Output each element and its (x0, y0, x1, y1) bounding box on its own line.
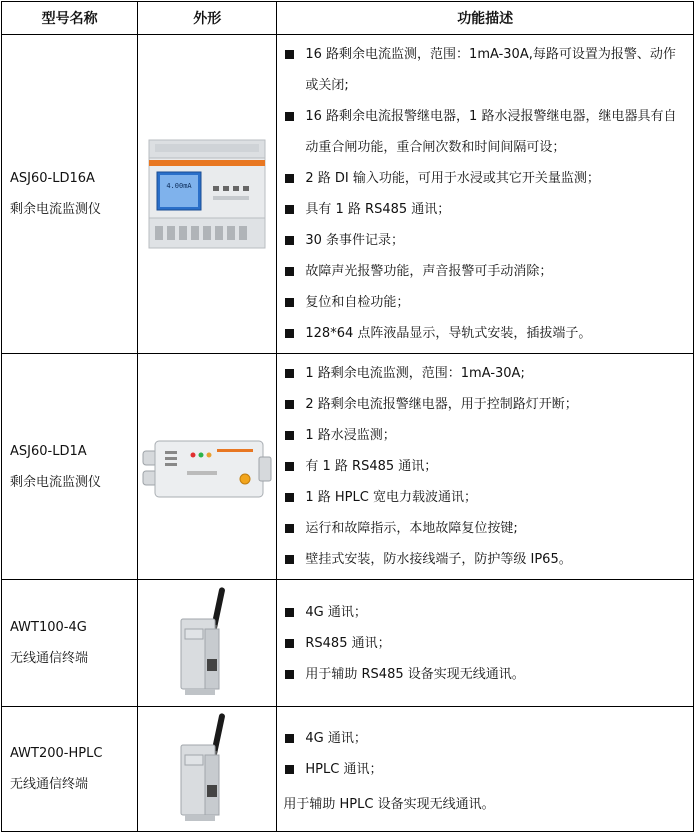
list-item: HPLC 通讯； (283, 754, 687, 785)
feature-note: 用于辅助 HPLC 设备实现无线通讯。 (283, 796, 495, 812)
model-code: AWT100-4G (10, 620, 87, 635)
model-code: AWT200-HPLC (10, 746, 103, 761)
header-features: 功能描述 (277, 2, 694, 35)
appearance-cell (138, 580, 277, 707)
table-row (2, 35, 694, 354)
features-cell (277, 35, 694, 354)
model-name: 剩余电流监测仪 (10, 202, 102, 217)
model-cell (2, 707, 138, 832)
list-item: 运行和故障指示，本地故障复位按键; (283, 513, 687, 544)
list-item: 复位和自检功能； (283, 287, 687, 318)
table-row (2, 580, 694, 707)
lcd-screen-text: 4.00mA (166, 182, 192, 190)
din-rail-monitor-image (143, 134, 271, 254)
features-cell (277, 354, 694, 580)
model-cell (2, 35, 138, 354)
model-code: ASJ60-LD1A (10, 443, 87, 459)
list-item: 16 路剩余电流监测，范围：1mA-30A,每路可设置为报警、动作或关闭; (283, 39, 687, 101)
wireless-terminal-image (167, 585, 247, 701)
wireless-terminal-image (167, 711, 247, 827)
list-item: 30 条事件记录； (283, 225, 687, 256)
header-appearance: 外形 (138, 2, 277, 35)
model-cell (2, 354, 138, 580)
feature-list (277, 35, 693, 353)
model-cell (2, 580, 138, 707)
list-item: 用于辅助 RS485 设备实现无线通讯。 (283, 659, 687, 690)
feature-list (277, 593, 693, 694)
appearance-cell (138, 354, 277, 580)
model-name: 无线通信终端 (10, 651, 89, 666)
list-item: 壁挂式安装，防水接线端子，防护等级 IP65。 (283, 544, 687, 575)
table-row (2, 707, 694, 832)
product-spec-table (1, 1, 694, 832)
list-item: 2 路 DI 输入功能，可用于水浸或其它开关量监测； (283, 163, 687, 194)
feature-list (277, 719, 693, 789)
list-item: 1 路 HPLC 宽电力载波通讯； (283, 482, 687, 513)
list-item: 1 路水浸监测； (283, 420, 687, 451)
header-model: 型号名称 (2, 2, 138, 35)
list-item: 具有 1 路 RS485 通讯； (283, 194, 687, 225)
model-name: 剩余电流监测仪 (10, 474, 102, 490)
table-row (2, 354, 694, 580)
model-name: 无线通信终端 (10, 777, 89, 792)
features-cell (277, 580, 694, 707)
list-item: 1 路剩余电流监测，范围：1mA-30A; (283, 358, 687, 389)
list-item: 4G 通讯； (283, 597, 687, 628)
list-item: 故障声光报警功能，声音报警可手动消除； (283, 256, 687, 287)
appearance-cell (138, 707, 277, 832)
appearance-cell (138, 35, 277, 354)
list-item: 128*64 点阵液晶显示，导轨式安装，插拔端子。 (283, 318, 687, 349)
feature-list (277, 354, 693, 579)
list-item: 4G 通讯； (283, 723, 687, 754)
model-code: ASJ60-LD16A (10, 171, 95, 186)
features-cell (277, 707, 694, 832)
list-item: RS485 通讯； (283, 628, 687, 659)
list-item: 16 路剩余电流报警继电器，1 路水浸报警继电器，继电器具有自动重合闸功能，重合闸次数和时间间隔可设； (283, 101, 687, 163)
list-item: 有 1 路 RS485 通讯； (283, 451, 687, 482)
header-row (2, 2, 694, 35)
list-item: 2 路剩余电流报警继电器，用于控制路灯开断； (283, 389, 687, 420)
wall-mount-monitor-image (141, 427, 273, 507)
